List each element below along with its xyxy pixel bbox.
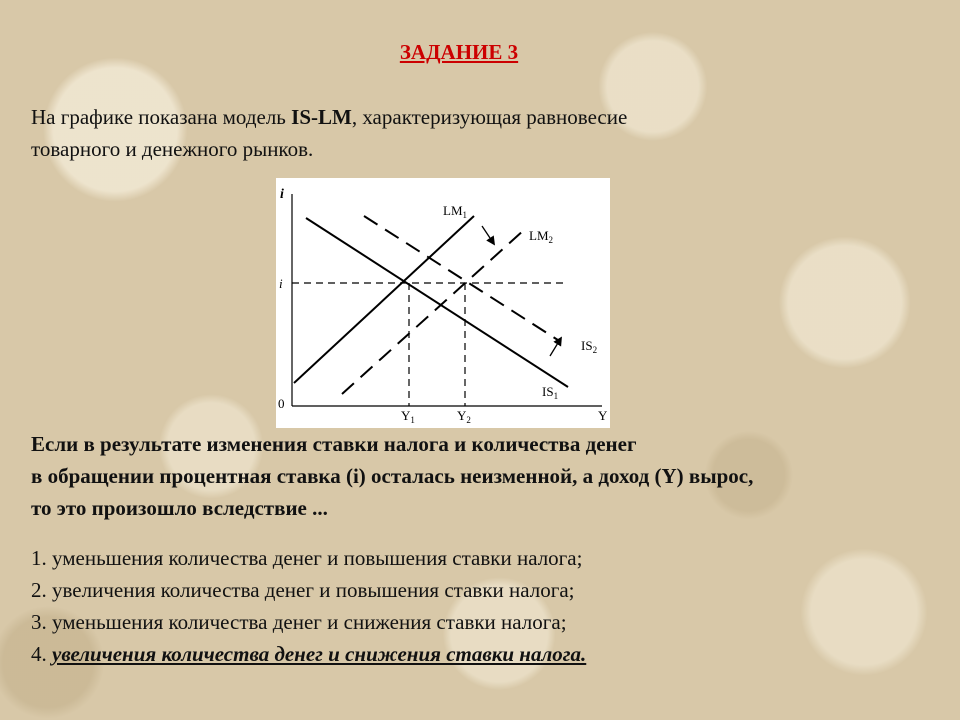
answer-option-4[interactable] [31, 638, 931, 670]
question-line-3: то это произошло вследствие ... [31, 496, 328, 520]
answer-option-1[interactable] [31, 542, 931, 574]
y1-label-main: Y [401, 408, 411, 423]
y2-label-sub: 2 [466, 415, 471, 425]
answer-option-3[interactable] [31, 606, 931, 638]
lm1-label-main: LM [443, 203, 463, 218]
x-axis-label: Y [598, 408, 608, 423]
is-lm-graph [276, 178, 610, 428]
lm1-label-sub: 1 [462, 210, 467, 220]
question-line-1: Если в результате изменения ставки налога и количества денег [31, 432, 637, 456]
is2-label-sub: 2 [592, 345, 598, 355]
intro-text [31, 101, 911, 165]
is1-label-sub: 1 [553, 391, 559, 401]
task-title: ЗАДАНИЕ 3 [399, 40, 519, 64]
answer-number-4: 4. [31, 642, 47, 666]
answer-text-4-correct: увеличения количества денег и снижения ставки налога. [52, 642, 587, 666]
answer-options [31, 542, 931, 670]
y2-label [457, 408, 471, 425]
y2-label-main: Y [457, 408, 467, 423]
question-text [31, 428, 956, 524]
is-shift-arrow [550, 338, 561, 356]
answer-text-1: уменьшения количества денег и повышения ставки налога; [52, 546, 583, 570]
is1-curve [306, 218, 568, 387]
answer-number-2: 2. [31, 578, 47, 602]
intro-line-1 [31, 101, 911, 133]
is1-label-main: IS [542, 384, 554, 399]
is2-label-main: IS [581, 338, 593, 353]
model-name: IS-LM [291, 105, 352, 129]
answer-text-2: увеличения количества денег и повышения ставки налога; [52, 578, 575, 602]
y1-label [401, 408, 415, 425]
answer-number-3: 3. [31, 610, 47, 634]
lm1-curve [294, 216, 474, 383]
y1-label-sub: 1 [410, 415, 415, 425]
is2-label [581, 338, 597, 355]
origin-label: 0 [278, 396, 285, 411]
lm-shift-arrow [482, 226, 494, 244]
lm1-label [443, 203, 467, 220]
rate-label: i [279, 276, 283, 291]
y-axis-label: i [280, 187, 284, 202]
is1-label [542, 384, 558, 401]
answer-number-1: 1. [31, 546, 47, 570]
intro-line-1-start: На графике показана модель [31, 105, 292, 129]
lm2-label [529, 228, 553, 245]
intro-line-2: товарного и денежного рынков. [31, 137, 314, 161]
answer-text-3: уменьшения количества денег и снижения ставки налога; [52, 610, 567, 634]
answer-option-2[interactable] [31, 574, 931, 606]
lm2-label-sub: 2 [548, 235, 553, 245]
lm2-label-main: LM [529, 228, 549, 243]
question-line-2: в обращении процентная ставка (i) осталась неизменной, а доход (Y) вырос, [31, 464, 754, 488]
intro-line-1-end: , характеризующая равновесие [351, 105, 628, 129]
